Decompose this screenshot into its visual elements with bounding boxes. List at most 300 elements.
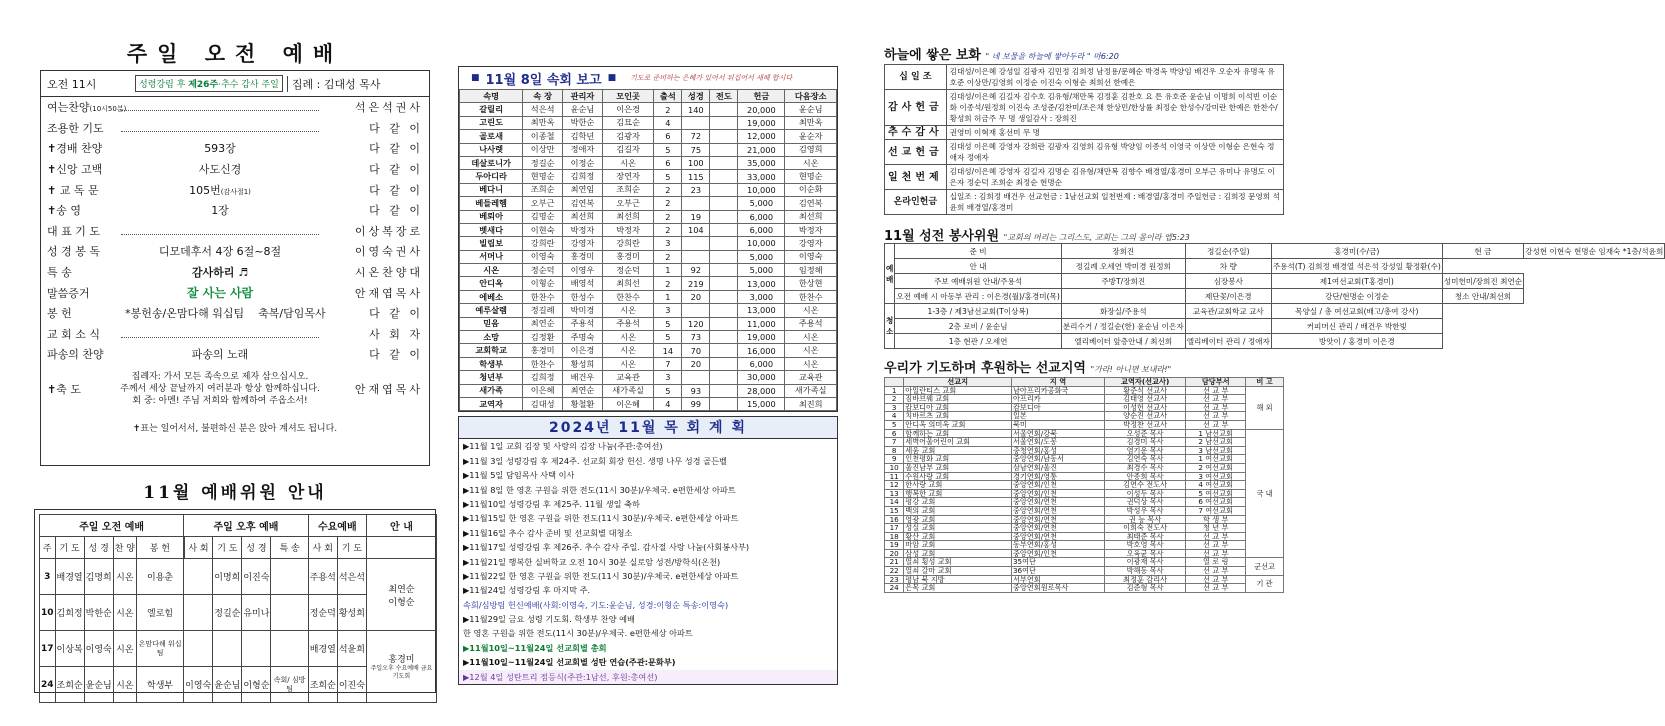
- mission-cell: 중앙연회/연천: [1011, 532, 1104, 541]
- report-cell: 120: [682, 317, 710, 330]
- report-cell: 주명숙: [563, 331, 603, 344]
- liturgical-day: 성령강림 후 제26주·추수 감사 주일: [135, 75, 283, 92]
- mission-cell: 선 교 부: [1186, 532, 1246, 541]
- report-cell: [710, 344, 738, 357]
- report-cell: [710, 371, 738, 384]
- committee-cell: 속회/ 심방팀: [271, 667, 308, 703]
- report-cell: 19: [682, 210, 710, 223]
- report-cell: 최선희: [785, 210, 837, 223]
- mission-cell: 박정찬 선교사: [1104, 420, 1185, 429]
- mission-cell: 선 교 부: [1186, 575, 1246, 584]
- report-cell: 안디옥: [460, 277, 523, 290]
- report-cell: 이종철: [523, 130, 563, 143]
- report-cell: 김길자: [602, 143, 654, 156]
- committee-cell: 이상복: [55, 631, 84, 667]
- committee-cell: 10: [40, 595, 56, 631]
- column-header: 기 도: [213, 537, 242, 559]
- report-cell: 학생부: [460, 357, 523, 370]
- report-cell: 시온: [785, 357, 837, 370]
- order-person: 다 같 이: [369, 348, 423, 362]
- mission-cell: 성실 교회: [904, 524, 1012, 533]
- report-cell: 홍경미: [563, 250, 603, 263]
- report-cell: [710, 250, 738, 263]
- order-label: 교 회 소 식: [47, 327, 100, 341]
- plan-item: ▶11월 8일 한 영혼 구원을 위한 전도(11시 30분)/우체국. e편한세상 아파트: [463, 484, 736, 495]
- mission-cell: 최경수 목사: [1104, 463, 1185, 472]
- order-row: [41, 118, 429, 139]
- mission-cell: 9: [885, 455, 904, 464]
- report-cell: 배건우: [563, 371, 603, 384]
- mission-cell: 중앙연회/남동서: [1011, 455, 1104, 464]
- committee-cell: 유미나: [242, 595, 271, 631]
- committee-cell: 온맘다해 워십팀: [136, 631, 183, 667]
- report-cell: 김명순: [523, 210, 563, 223]
- report-cell: 김학년: [563, 130, 603, 143]
- order-row: [41, 138, 429, 159]
- report-cell: [682, 250, 710, 263]
- report-cell: 이영숙: [785, 250, 837, 263]
- report-cell: [710, 357, 738, 370]
- report-cell: 교육관: [785, 371, 837, 384]
- report-cell: 주용석: [602, 317, 654, 330]
- column-header: 성 경: [242, 537, 271, 559]
- blessing-line: 주께서 세상 끝날까지 여러분과 항상 함께하십니다.: [120, 383, 320, 394]
- report-cell: 5: [654, 143, 682, 156]
- mission-header-cell: 담당부서: [1186, 378, 1246, 387]
- offering-type: 온라인헌금: [885, 190, 947, 215]
- report-cell: 2: [654, 183, 682, 196]
- mission-cell: 백의 교회: [904, 506, 1012, 515]
- group-header: 수요예배: [308, 515, 366, 537]
- report-cell: 최만옥: [523, 116, 563, 129]
- report-cell: 이은혜: [523, 384, 563, 397]
- report-cell: [710, 264, 738, 277]
- plan-item: ▶11월16일 추수 감사 준비 및 선교회별 대청소: [463, 527, 633, 538]
- report-cell: 윤순님: [785, 103, 837, 116]
- volunteer-cell: 2층 로비 / 윤순님: [895, 319, 1062, 334]
- report-cell: 박정자: [602, 223, 654, 236]
- report-cell: 19,000: [738, 116, 785, 129]
- mission-cell: 선 교 부: [1186, 403, 1246, 412]
- worship-order-box: [40, 70, 430, 466]
- order-content: 사도신경: [198, 163, 242, 177]
- plan-item: ▶11월 1일 교회 김장 및 사랑의 김장 나눔(주관:총여선): [463, 441, 663, 452]
- mission-cell: 영광 교회: [904, 515, 1012, 524]
- volunteer-cell: 분리수거 / 정길순(한) 윤순님 이은자: [1061, 319, 1185, 334]
- volunteer-cell: 방앗이 / 홍경미 이은경: [1271, 334, 1442, 349]
- order-row: [41, 241, 429, 262]
- volunteer-cell: 준 비: [895, 244, 1062, 259]
- committee-cell: 황성희: [337, 595, 366, 631]
- mission-cell: 중앙연회/연천: [1011, 506, 1104, 515]
- report-cell: 한찬수: [602, 290, 654, 303]
- mission-cell: 청 년 부: [1186, 524, 1246, 533]
- volunteer-cell: 엘리베이터 앞층안내 / 최선희: [1061, 334, 1185, 349]
- plan-item: ▶11월21일 행복한 실버학교 오전 10시 30분 실로암 성전/방학식(온천): [463, 556, 721, 567]
- order-label: 봉 헌: [47, 307, 72, 321]
- mission-cell: 6: [885, 429, 904, 438]
- report-cell: 베다니: [460, 183, 523, 196]
- report-header-cell: 헌금: [738, 90, 785, 103]
- report-cell: 박정자: [785, 223, 837, 236]
- mission-cell: 18: [885, 532, 904, 541]
- order-list: [41, 97, 429, 365]
- guide-note: 주일오후 수요예배 금요기도회: [370, 665, 433, 680]
- cell-report-table: [459, 89, 837, 411]
- mission-cell: 5: [885, 420, 904, 429]
- report-cell: 골로새: [460, 130, 523, 143]
- report-cell: [710, 317, 738, 330]
- report-cell: 시온: [602, 331, 654, 344]
- mission-cell: 치바르츠 교회: [904, 412, 1012, 421]
- volunteer-cell: 강단/현명순 이정순: [1271, 289, 1442, 304]
- order-person: 다 같 이: [369, 163, 423, 177]
- report-cell: 5: [654, 317, 682, 330]
- order-person: 이상복장로: [354, 224, 423, 238]
- plan-item: ▶11월29일 금요 성령 기도회. 학생부 찬양 예배: [463, 614, 635, 625]
- volunteer-heading: 11월 성전 봉사위원 "교회의 머리는 그리스도, 교회는 그의 몸이라 엡5:23: [884, 229, 1190, 244]
- order-content: 감사하리 ♬: [191, 266, 249, 280]
- mission-header-cell: 비 고: [1246, 378, 1284, 387]
- mission-cell: 열 로 링: [1186, 558, 1246, 567]
- report-cell: 김대성: [523, 397, 563, 410]
- report-cell: 75: [682, 143, 710, 156]
- report-cell: [710, 223, 738, 236]
- report-cell: [682, 116, 710, 129]
- mission-cell: 3 남선교회: [1186, 446, 1246, 455]
- volunteer-cell: [1061, 289, 1185, 304]
- report-cell: 20: [682, 357, 710, 370]
- report-cell: 5,000: [738, 197, 785, 210]
- mission-cell: 선 교 부: [1186, 567, 1246, 576]
- mission-cell: 선 교 부: [1186, 386, 1246, 395]
- report-cell: 정순덕: [523, 264, 563, 277]
- report-cell: 시온: [602, 304, 654, 317]
- plan-box: [458, 416, 838, 685]
- report-cell: 정애자: [563, 143, 603, 156]
- mission-cell: 서울연회/강북: [1011, 429, 1104, 438]
- mission-cell: 김경미 목사: [1104, 438, 1185, 447]
- order-content: 593장: [204, 142, 236, 156]
- report-cell: 93: [682, 384, 710, 397]
- report-cell: 시온: [602, 156, 654, 169]
- order-row: [41, 221, 429, 242]
- mission-cell: 김연숙 목사: [1104, 455, 1185, 464]
- report-cell: 2: [654, 103, 682, 116]
- report-cell: 5,000: [738, 250, 785, 263]
- mission-note: 해 외: [1246, 386, 1284, 429]
- volunteer-cell: 제단꽃/이은경: [1185, 289, 1271, 304]
- report-cell: 이상만: [523, 143, 563, 156]
- column-header: 사 회: [308, 537, 337, 559]
- blessing-line: 회 중: 아멘! 주님 저희와 함께하여 주옵소서!: [132, 395, 308, 406]
- plan-item: ▶11월17일 성령강림 후 제26주. 추수 감사 주일. 감사절 사랑 나눔(사회봉사부): [463, 542, 750, 553]
- volunteer-cell: 주용석(T) 김희정 배경열 석은석 강성일 황정환(수): [1271, 259, 1442, 274]
- report-cell: 김연복: [563, 197, 603, 210]
- mission-cell: 동부연회/홍성: [1011, 541, 1104, 550]
- volunteer-cell: [1185, 319, 1271, 334]
- committee-cell: 시온: [113, 559, 136, 595]
- report-cell: 윤순님: [563, 103, 603, 116]
- report-cell: 소망: [460, 331, 523, 344]
- committee-cell: 석윤희: [337, 631, 366, 667]
- report-column: [458, 0, 838, 726]
- report-cell: [710, 277, 738, 290]
- report-cell: 시온: [785, 344, 837, 357]
- report-cell: 이은경: [563, 344, 603, 357]
- volunteer-cell: 심장봉사: [1185, 274, 1271, 289]
- report-cell: 에베소: [460, 290, 523, 303]
- offering-names: 십일조 : 김희정 배건우 선교헌금 : 1남선교회 일천번제 : 배경열/홍경미 주일헌금 : 김희정 문영희 석윤희 배경열/홍경미: [946, 190, 1283, 215]
- report-header-cell: 속 장: [523, 90, 563, 103]
- report-cell: [682, 371, 710, 384]
- report-cell: 70: [682, 344, 710, 357]
- mission-cell: 21: [885, 558, 904, 567]
- mission-cell: 선 교 부: [1186, 395, 1246, 404]
- report-cell: 이은혜: [602, 397, 654, 410]
- order-row: [41, 179, 429, 200]
- order-row: [41, 324, 429, 345]
- offering-names: 김대성/이은혜 강성일 김광자 김민정 김희정 남정용/문혜순 박경옥 박양임 배건우 오순자 유명옥 유호준 이상만/김영희 이정순 이진숙 이형순 최희선 한예은: [946, 65, 1283, 90]
- report-cell: [710, 210, 738, 223]
- dot-leader: [121, 124, 319, 132]
- committee-cell: 시온: [113, 595, 136, 631]
- mission-cell: 캄보디아 교회: [904, 403, 1012, 412]
- committee-cell: 이진숙: [337, 667, 366, 703]
- volunteer-cell: 화장실/주용석: [1061, 304, 1185, 319]
- report-cell: 10,000: [738, 237, 785, 250]
- column-header: 주: [40, 537, 56, 559]
- mission-cell: 안종희 목사: [1104, 472, 1185, 481]
- report-cell: 교육관: [602, 371, 654, 384]
- plan-item: 속회/심방팀 헌신예배(사회:이영숙, 기도:윤순님, 성경:이형순 특송:이영숙): [463, 599, 729, 610]
- committee-cell: 시온: [113, 631, 136, 667]
- guide-name: 이형순: [388, 597, 415, 608]
- mission-cell: 중앙연회원로목사: [1011, 584, 1104, 593]
- order-person: 사 회 자: [369, 327, 423, 341]
- report-cell: [710, 170, 738, 183]
- report-cell: 35,000: [738, 156, 785, 169]
- report-cell: 104: [682, 223, 710, 236]
- committee-cell: 학생부: [136, 667, 183, 703]
- report-cell: 나사렛: [460, 143, 523, 156]
- order-content: 잘 사는 사람: [186, 286, 254, 301]
- dot-leader: [121, 330, 319, 338]
- plan-item: ▶11월 3일 성령강림 후 제24주. 선교회 회장 헌신. 생명 나무 성경 골든벨: [463, 455, 727, 466]
- report-cell: 홍경미: [523, 344, 563, 357]
- mission-note: 국 내: [1246, 429, 1284, 558]
- mission-cell: 남아프리카공화국: [1011, 386, 1104, 395]
- cell-report-box: [458, 66, 838, 412]
- volunteer-cell: 현 금: [1442, 244, 1523, 259]
- report-cell: 13,000: [738, 277, 785, 290]
- volunteer-cell: 목양실 / 총 여선교회(배고/총여 강사): [1271, 304, 1442, 319]
- report-cell: 오부근: [523, 197, 563, 210]
- report-cell: 김광자: [602, 130, 654, 143]
- mission-cell: 12: [885, 481, 904, 490]
- volunteer-cell: 차 량: [1185, 259, 1271, 274]
- report-cell: 한성수: [563, 290, 603, 303]
- report-cell: 석은석: [523, 103, 563, 116]
- report-cell: 20: [682, 290, 710, 303]
- mission-cell: 오성준 목사: [1104, 429, 1185, 438]
- square-bullet-icon: ■: [471, 73, 480, 83]
- order-label: 말씀증거: [47, 286, 90, 300]
- mission-cell: 김태영 선교사: [1104, 395, 1185, 404]
- mission-cell: 이성두 목사: [1104, 489, 1185, 498]
- report-cell: 최만옥: [785, 116, 837, 129]
- mission-cell: 1 여선교회: [1186, 455, 1246, 464]
- report-cell: 정길례: [523, 304, 563, 317]
- mission-cell: 중앙연회/연천: [1011, 498, 1104, 507]
- committee-cell: 이영숙: [84, 631, 113, 667]
- mission-cell: 6 여선교회: [1186, 498, 1246, 507]
- mission-cell: 염기운 목사: [1104, 446, 1185, 455]
- page-title: 주일 오전 예배: [126, 41, 344, 66]
- order-label: 조용한 기도: [47, 121, 104, 135]
- blessing-line: 집례자: 가서 모든 족속으로 제자 삼으십시오.: [131, 371, 309, 382]
- order-row: [41, 282, 429, 303]
- mission-cell: 17: [885, 524, 904, 533]
- order-person: 석은석권사: [354, 101, 423, 115]
- mission-cell: 중앙연회/인천: [1011, 481, 1104, 490]
- report-cell: 11,000: [738, 317, 785, 330]
- mission-cell: 평강 교회: [904, 498, 1012, 507]
- committee-cell: 이진숙: [242, 559, 271, 595]
- report-cell: 박한순: [563, 116, 603, 129]
- report-cell: 현명순: [523, 170, 563, 183]
- offering-names: 김대성/이은혜 김길자 김수호 김유형/채만복 김정훈 김찬호 요 튼 유호준 윤순님 이명희 이석빈 이순화 이종석/원정희 이진숙 조성준/김찬미/조은채 한상민/한상률 최정순 한성수/강미란 한예은 한찬수/황성희 허금주 무 명 생일감사 : 장희진: [946, 90, 1283, 126]
- mission-cell: 2 여선교회: [1186, 463, 1246, 472]
- report-cell: 이영숙: [523, 250, 563, 263]
- report-cell: 데살로니가: [460, 156, 523, 169]
- report-cell: 강영자: [785, 237, 837, 250]
- report-cell: 이정순: [563, 156, 603, 169]
- column-header: 기 도: [55, 537, 84, 559]
- committee-cell: 정순덕: [308, 595, 337, 631]
- mission-cell: 20: [885, 549, 904, 558]
- mission-cell: 마암 교회: [904, 541, 1012, 550]
- dot-leader: [121, 103, 319, 111]
- committee-cell: [271, 595, 308, 631]
- mission-cell: 아프리카: [1011, 395, 1104, 404]
- report-cell: 15,000: [738, 397, 785, 410]
- column-header: 봉 헌: [136, 537, 183, 559]
- order-person: 다 같 이: [369, 142, 423, 156]
- mission-cell: 11: [885, 472, 904, 481]
- report-cell: 4: [654, 116, 682, 129]
- report-cell: [682, 237, 710, 250]
- mission-cell: 경기연회/영통: [1011, 472, 1104, 481]
- order-person: 안재엽목사: [354, 286, 423, 300]
- report-cell: [710, 103, 738, 116]
- report-cell: 21,000: [738, 143, 785, 156]
- volunteer-cell: 오전 예배 시 아동부 관리 : 이은경(월)/홍경미(목): [895, 289, 1062, 304]
- committee-cell: 이용춘: [136, 559, 183, 595]
- mission-cell: 권 능 목사: [1104, 515, 1185, 524]
- mission-cell: 14: [885, 498, 904, 507]
- report-cell: 김희정: [563, 170, 603, 183]
- mission-cell: 아일란티스 교회: [904, 386, 1012, 395]
- mission-cell: 박성우 목사: [1104, 506, 1185, 515]
- mission-header-cell: [885, 378, 904, 387]
- report-cell: 조희순: [523, 183, 563, 196]
- guide-cell: [366, 631, 436, 703]
- offering-names: 김대성 이은혜 강영자 강희란 김광자 김영희 김유형 박양임 이종석 이영국 이상만 이형순 은현숙 정애자 정애자: [946, 140, 1283, 165]
- report-header-cell: 다음장소: [785, 90, 837, 103]
- plan-item: ▶11월15일 한 영혼 구원을 위한 전도(11시 30분)/우체국. e편한세상 아파트: [463, 513, 739, 524]
- committee-cell: [184, 559, 213, 595]
- report-cell: 시온: [785, 156, 837, 169]
- report-cell: 두아디라: [460, 170, 523, 183]
- volunteer-cell: 장희진: [1061, 244, 1185, 259]
- report-cell: 28,000: [738, 384, 785, 397]
- report-cell: 33,000: [738, 170, 785, 183]
- order-note: (감사절1): [220, 187, 251, 196]
- report-cell: 갈릴리: [460, 103, 523, 116]
- report-cell: 정순덕: [602, 264, 654, 277]
- committee-cell: 시온: [113, 667, 136, 703]
- volunteer-cell: 강성현 이현숙 현명순 임재숙 *1층/석윤희: [1524, 244, 1665, 259]
- committee-cell: 윤순님: [84, 667, 113, 703]
- mission-cell: 최정훈 감리사: [1104, 575, 1185, 584]
- committee-cell: 박한순: [84, 595, 113, 631]
- order-person: 다 같 이: [369, 204, 423, 218]
- report-cell: 92: [682, 264, 710, 277]
- report-cell: 새가족: [460, 384, 523, 397]
- committee-cell: 3: [40, 559, 56, 595]
- report-cell: 3: [654, 304, 682, 317]
- mission-cell: 함께하는 교회: [904, 429, 1012, 438]
- plan-item: ▶11월10일 성령강림 후 제25주. 11월 생일 축하: [463, 498, 640, 509]
- report-cell: 이은경: [602, 103, 654, 116]
- offering-names: 김대성/이은혜 강영자 김길자 김명순 김유형/채만복 김향수 배경열/홍경미 오부근 유미나 유명도 이은자 정순덕 조희순 최정순 현명순: [946, 165, 1283, 190]
- order-label: ✝신앙 고백: [47, 163, 103, 177]
- column-header: 성 경: [84, 537, 113, 559]
- report-cell: 10,000: [738, 183, 785, 196]
- mission-note: 기 관: [1246, 575, 1284, 592]
- report-cell: [710, 304, 738, 317]
- report-cell: 시온: [785, 331, 837, 344]
- report-cell: 2: [654, 277, 682, 290]
- plan-item: ▶11월10일~11월24일 선교회별 성탄 연습(주관:문화부): [463, 657, 676, 668]
- committee-cell: 조희순: [55, 667, 84, 703]
- report-cell: 현명순: [785, 170, 837, 183]
- plan-item: ▶12월 4일 성탄트리 점등식(주관:1남선, 후원:총여선): [459, 670, 837, 684]
- plan-item: ▶11월 5일 담임목사 사택 이사: [463, 470, 575, 481]
- plan-item: ▶11월24일 성령강림 후 마지막 주.: [463, 585, 591, 596]
- report-cell: [710, 331, 738, 344]
- report-cell: 2: [654, 250, 682, 263]
- group-header: 안 내: [366, 515, 436, 537]
- committee-cell: 배경열: [308, 631, 337, 667]
- volunteer-group: 예 배: [885, 244, 895, 304]
- order-label: 성 경 봉 독: [47, 245, 100, 259]
- report-cell: 강영자: [563, 237, 603, 250]
- mission-cell: 선 교 부: [1186, 420, 1246, 429]
- column-header: 사 회: [184, 537, 213, 559]
- committee-box: [34, 509, 436, 693]
- offering-type: 십 일 조: [885, 65, 947, 90]
- mission-cell: 선 교 부: [1186, 541, 1246, 550]
- order-label: 파송의 찬양: [47, 348, 104, 362]
- mission-cell: 8: [885, 446, 904, 455]
- report-cell: 주용석: [785, 317, 837, 330]
- mission-cell: 김연수 전도사: [1104, 481, 1185, 490]
- report-cell: 서머나: [460, 250, 523, 263]
- mission-cell: 삼남연회/울진: [1011, 463, 1104, 472]
- order-label: 여는찬양(10시50분): [47, 101, 127, 115]
